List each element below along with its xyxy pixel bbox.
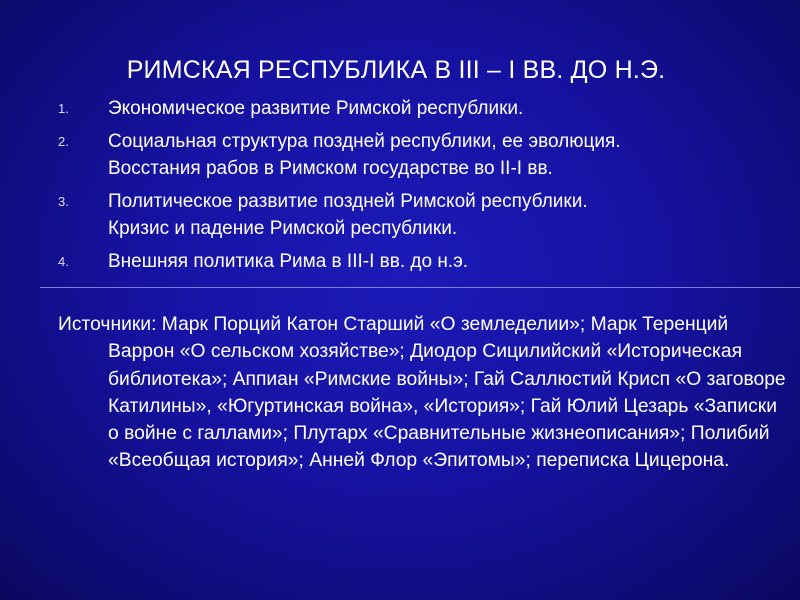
list-item-number: 2. [58,134,69,149]
list-item-number: 3. [58,194,69,209]
list-item-text: Внешняя политика Рима в III-I вв. до н.э. [108,251,469,272]
list-item [0,128,760,182]
list-item [0,95,760,122]
list-item [0,188,760,242]
topic-list [0,95,760,281]
list-item-text: Политическое развитие поздней Римской республики. [108,191,588,212]
sources-paragraph: Источники: Марк Порций Катон Старший «О земледелии»; Марк Теренций Варрон «О сельском хозяйстве»; Диодор Сицилийский «Историческая библиотека»; Аппиан «Римские войны»; Гай Саллюстий Крисп «О заговоре Катилины», «Югуртинская война», «История»; Гай Юлий Цезарь «Записки о войне с галлами»; Плутарх «Сравнительные жизнеописания»; Полибий «Всеобщая история»; Анней Флор «Эпитомы»; переписка Цицерона. [58,314,786,472]
list-item [0,248,760,275]
list-item-number: 1. [58,101,69,116]
list-item-number: 4. [58,254,69,269]
divider-line [40,287,800,288]
list-item-text: Экономическое развитие Римской республики. [108,98,524,119]
list-item-text-continued: Кризис и падение Римской республики. [108,218,458,239]
slide-title: РИМСКАЯ РЕСПУБЛИКА В III – I ВВ. ДО Н.Э. [126,56,666,84]
list-item-text-continued: Восстания рабов в Римском государстве во II-I вв. [108,158,553,179]
list-item-text: Социальная структура поздней республики, ее эволюция. [108,131,621,152]
